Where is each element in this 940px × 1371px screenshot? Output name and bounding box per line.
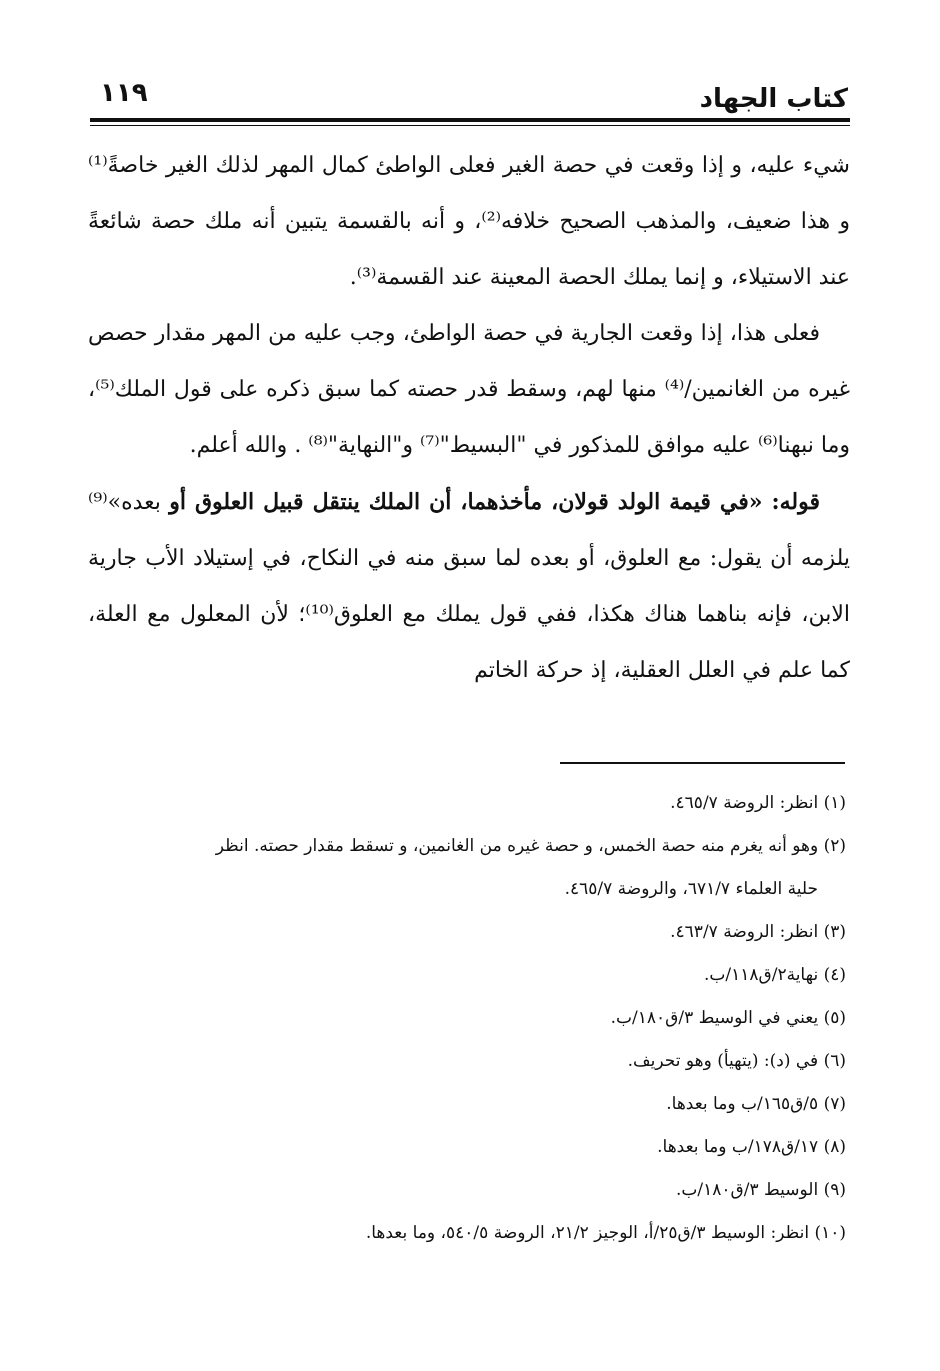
footnote-10: (١٠) انظر: الوسيط ٣/ق٢٥/أ، الوجيز ٢١/٢، الروضة ٥٤٠/٥، وما بعدها. bbox=[365, 1223, 846, 1243]
body-line-bold: قوله: «في قيمة الولد قولان، مأخذهما، أن الملك ينتقل قبيل العلوق أو bbox=[169, 489, 820, 515]
body-line: حصص غيره من الغانمين/⁽⁴⁾ منها لهم، وسقط قدر حصته كما سبق ذكره على bbox=[88, 321, 850, 402]
header-rule-thin bbox=[90, 125, 850, 126]
body-line: خاصةً⁽¹⁾ و هذا ضعيف، والمذهب الصحيح خلافه⁽²⁾، و أنه بالقسمة يتبين أنه bbox=[88, 153, 850, 234]
footnote-3: (٣) انظر: الروضة ٤٦٣/٧. bbox=[670, 922, 846, 942]
paragraph-2 bbox=[88, 306, 850, 474]
body-line: ملك حصة شائعةً عند الاستيلاء، و إنما يملك الحصة المعينة عند القسمة⁽³⁾. bbox=[88, 209, 850, 290]
footnote-9: (٩) الوسيط ٣/ق١٨٠/ب. bbox=[675, 1180, 846, 1200]
paragraph-3 bbox=[88, 474, 850, 699]
footnote-1: (١) انظر: الروضة ٤٦٥/٧. bbox=[670, 793, 846, 813]
footnote-separator bbox=[560, 762, 845, 764]
main-text bbox=[88, 138, 850, 699]
footnote-4: (٤) نهاية٢/ق١١٨/ب. bbox=[703, 965, 846, 985]
header-rule-thick bbox=[90, 118, 850, 122]
footnote-6: (٦) في (د): (يتهيأ) وهو تحريف. bbox=[627, 1051, 846, 1071]
body-line: العلوق⁽¹⁰⁾؛ لأن المعلول مع العلة، كما علم في العلل العقلية، إذ حركة الخاتم bbox=[88, 602, 850, 683]
footnote-2: (٢) وهو أنه يغرم منه حصة الخمس، و حصة غيره من الغانمين، و تسقط مقدار حصته. انظر bbox=[215, 836, 846, 856]
body-line: شيء عليه، و إذا وقعت في حصة الغير فعلى الواطئ كمال المهر لذلك الغير bbox=[165, 153, 850, 178]
footnote-8: (٨) ١٧/ق١٧٨/ب وما بعدها. bbox=[657, 1137, 846, 1157]
footnote-7: (٧) ٥/ق١٦٥/ب وما بعدها. bbox=[666, 1094, 846, 1114]
body-line: بعده»⁽⁹⁾ يلزمه أن يقول: مع العلوق، أو بعده لما سبق منه في النكاح، في bbox=[88, 490, 850, 571]
paragraph-1 bbox=[88, 138, 850, 306]
body-line: قول الملك⁽⁵⁾، وما نبهنا⁽⁶⁾ عليه موافق للمذكور في "البسيط"⁽⁷⁾ و"النهاية"⁽⁸⁾ . bbox=[88, 377, 850, 458]
footnotes bbox=[84, 782, 846, 1255]
body-line: إستيلاد الأب جارية الابن، فإنه بناهما هناك هكذا، ففي قول يملك مع bbox=[88, 546, 851, 627]
running-head-title: كتاب الجهاد bbox=[699, 84, 848, 114]
footnote-2-continuation: حلية العلماء ٦٧١/٧، والروضة ٤٦٥/٧. bbox=[564, 879, 818, 899]
body-line: فعلى هذا، إذا وقعت الجارية في حصة الواطئ، وجب عليه من المهر مقدار bbox=[154, 321, 820, 346]
page-number: ١١٩ bbox=[100, 78, 148, 108]
footnote-5: (٥) يعني في الوسيط ٣/ق١٨٠/ب. bbox=[610, 1008, 846, 1028]
body-line: والله أعلم. bbox=[189, 433, 288, 458]
